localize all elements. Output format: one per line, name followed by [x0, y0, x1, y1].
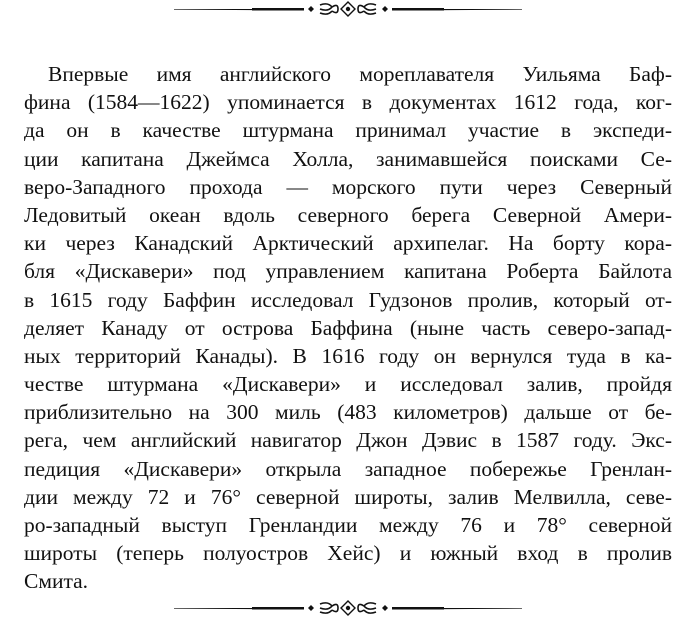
- text-line: честве штурмана «Дискавери» и исследовал залив, пройдя: [24, 372, 672, 397]
- text-line: Ледовитый океан вдоль северного берега Северной Амери-: [24, 202, 672, 227]
- top-ornament-divider: [172, 1, 524, 17]
- text-line: рега, чем английский навигатор Джон Дэвис в 1587 году. Экс-: [24, 428, 672, 453]
- text-line: ро-западный выступ Гренландии между 76 и 78° северной: [24, 513, 672, 537]
- text-line: ки через Канадский Арктический архипелаг. На борту кора-: [24, 231, 672, 256]
- text-line: бля «Дискавери» под управлением капитана Роберта Байлота: [24, 259, 672, 284]
- text-line: приблизительно на 300 миль (483 километров) дальше от бе-: [24, 400, 672, 425]
- text-line: фина (1584—1622) упоминается в документах 1612 года, ког-: [24, 90, 672, 115]
- text-line: ции капитана Джеймса Холла, занимавшейся поисками Се-: [24, 146, 672, 171]
- text-line: ных территорий Канады). В 1616 году он вернулся туда в ка-: [24, 343, 672, 368]
- body-paragraph: [24, 60, 672, 596]
- floral-divider-icon: [172, 1, 524, 17]
- text-line: педиция «Дискавери» открыла западное побережье Гренлан-: [24, 456, 672, 481]
- bottom-ornament-divider: [172, 600, 524, 616]
- text-line: Впервые имя английского мореплавателя Уильяма Баф-: [48, 62, 672, 86]
- text-line: Смита.: [24, 569, 89, 594]
- text-line: широты (теперь полуостров Хейс) и южный вход в пролив: [24, 541, 672, 566]
- text-line: в 1615 году Баффин исследовал Гудзонов пролив, который от-: [24, 287, 672, 312]
- text-line: веро-Западного прохода — морского пути через Северный: [24, 174, 672, 199]
- floral-divider-icon: [172, 600, 524, 616]
- text-line: дии между 72 и 76° северной широты, залив Мелвилла, севе-: [24, 484, 672, 509]
- text-line: да он в качестве штурмана принимал участие в экспеди-: [24, 118, 672, 143]
- text-line: деляет Канаду от острова Баффина (ныне часть северо-запад-: [24, 315, 672, 340]
